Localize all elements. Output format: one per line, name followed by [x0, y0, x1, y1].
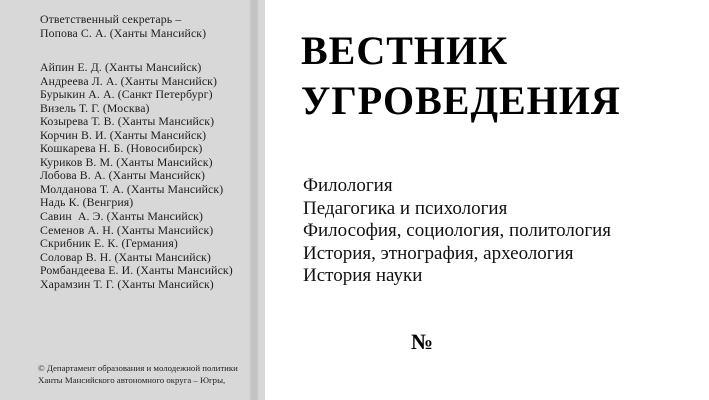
subject-item: Филология — [303, 175, 393, 196]
member-item: Андреева Л. А. (Ханты Мансийск) — [40, 73, 218, 88]
issue-number-symbol: № — [411, 329, 434, 354]
editorial-members-list — [40, 61, 233, 291]
panel-fold-shadow — [249, 0, 259, 400]
member-item: Ромбандеева Е. И. (Ханты Мансийск) — [40, 263, 233, 278]
subject-item: Педагогика и психология — [303, 197, 508, 219]
member-item: Визель Т. Г. (Москва) — [40, 100, 150, 115]
secretary-block — [40, 13, 206, 40]
editorial-board-panel — [0, 0, 265, 400]
member-item: Куриков В. М. (Ханты Мансийск) — [40, 154, 213, 169]
member-item: Скрибник Е. К. (Германия) — [40, 236, 178, 251]
journal-title-line2: УГРОВЕДЕНИЯ — [301, 78, 621, 123]
member-item: Айпин Е. Д. (Ханты Мансийск) — [40, 60, 202, 74]
member-item: Соловар В. Н. (Ханты Мансийск) — [40, 249, 211, 264]
member-item: Лобова В. А. (Ханты Мансийск) — [40, 168, 206, 183]
member-item: Молданова Т. А. (Ханты Мансийск) — [40, 181, 224, 196]
copyright-line: © Департамент образования и молодежной политики — [38, 363, 238, 373]
secretary-line: Ответственный секретарь – — [40, 12, 182, 26]
subjects-list — [303, 175, 611, 288]
copyright-line: Ханты Мансийского автономного округа – Югры, — [38, 374, 226, 385]
subject-item: История науки — [303, 265, 423, 286]
subject-item: Философия, социология, политология — [303, 220, 612, 241]
member-item: Надь К. (Венгрия) — [40, 195, 134, 210]
member-item: Козырева Т. В. (Ханты Мансийск) — [40, 114, 215, 129]
member-item: Семенов А. Н. (Ханты Мансийск) — [40, 222, 214, 237]
member-item: Кошкарева Н. Б. (Новосибирск) — [40, 141, 203, 156]
journal-title-line1: ВЕСТНИК — [301, 28, 509, 73]
title-page-area — [265, 0, 709, 400]
member-item: Бурыкин А. А. (Санкт Петербург) — [40, 87, 213, 102]
member-item: Корчин В. И. (Ханты Мансийск) — [40, 127, 207, 142]
secretary-line: Попова С. А. (Ханты Мансийск) — [40, 25, 207, 40]
member-item: Савин А. Э. (Ханты Мансийск) — [40, 209, 204, 224]
journal-title — [301, 26, 621, 126]
member-item: Харамзин Т. Г. (Ханты Мансийск) — [40, 276, 214, 291]
copyright-notice — [38, 363, 238, 386]
subject-item: История, этнография, археология — [303, 242, 574, 264]
